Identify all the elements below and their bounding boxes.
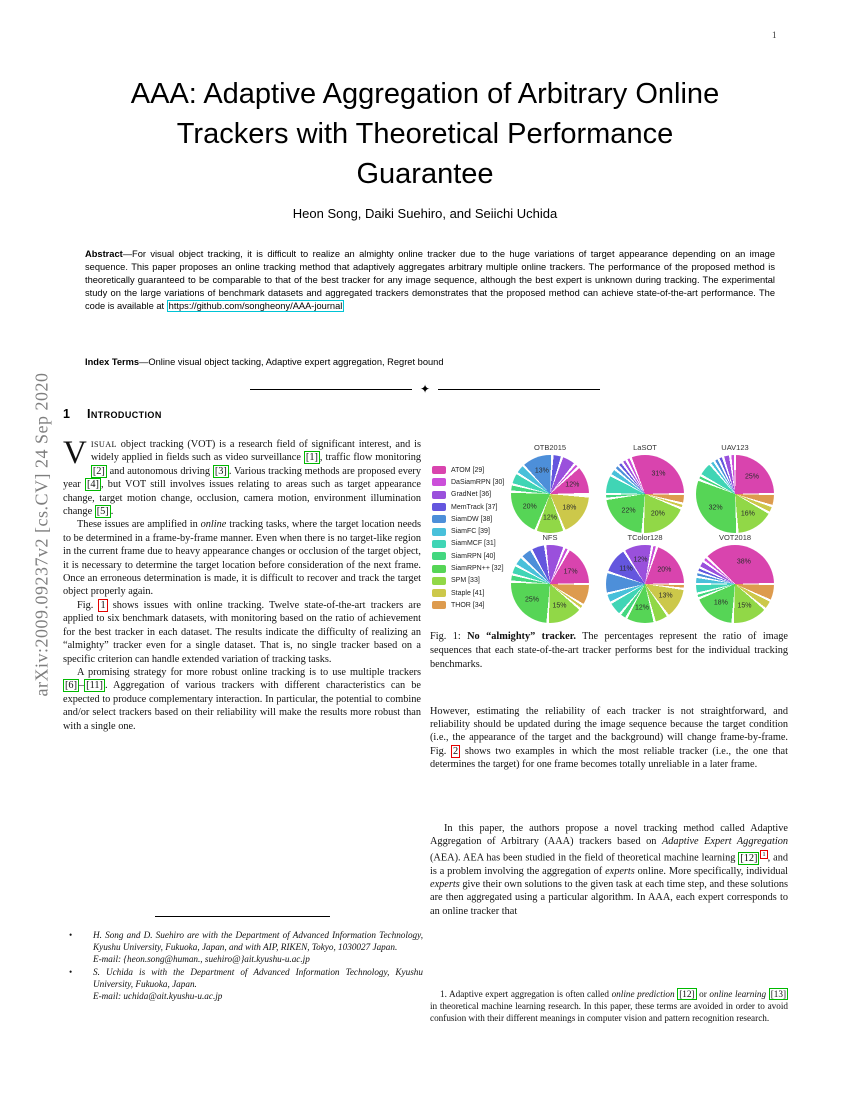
bullet-icon: • [69, 930, 73, 940]
legend-swatch-icon [432, 503, 446, 511]
text-segment: In this paper, the authors propose a novel tracking method called Adaptive Aggregation of Arbitrary (AAA) trackers based on [430, 823, 788, 848]
legend-label: SiamRPN++ [32] [451, 565, 504, 573]
pie-slice-label: 15% [552, 602, 567, 610]
section-separator [250, 383, 600, 395]
pie-legend [432, 464, 504, 612]
paragraph [63, 666, 421, 733]
pie-slice-label: 12% [542, 514, 558, 522]
pie-slice-label: 18% [562, 504, 577, 512]
paragraph [430, 822, 788, 918]
text-segment: and autonomous driving [106, 465, 213, 477]
legend-label: SiamDW [38] [451, 515, 493, 523]
legend-label: Staple [41] [451, 589, 485, 597]
text-segment: give their own solutions to the given task at each time step, and these solutions are then aggregated using a particular algorithm. In AAA, each expert corresponds to an online tracker that [430, 879, 788, 917]
text-segment: . [110, 506, 114, 518]
pie-slice-label: 18% [713, 599, 728, 607]
pie-chart-otb2015 [505, 443, 595, 533]
pie-chart-lasot [600, 443, 690, 533]
text-segment: , but VOT still involves issues relating to areas such as target appearance change, target motion change, occlusion, camera motion, environment illumination change [63, 479, 421, 518]
legend-item [432, 513, 504, 525]
citation-link[interactable]: [12] [679, 989, 695, 999]
footnote-item [63, 930, 423, 965]
pie-title: VOT2018 [718, 533, 752, 542]
pie-title: UAV123 [721, 443, 749, 452]
legend-label: SiamRPN [40] [451, 552, 496, 560]
pie-slice-label: 20% [650, 510, 665, 518]
text-segment: , traffic flow monitoring [319, 452, 421, 464]
pie-slice-label: 17% [563, 568, 578, 576]
legend-item [432, 501, 504, 513]
footnote-item [63, 967, 423, 1002]
pie-slice-label: 11% [619, 565, 633, 573]
pie-slice-label: 12% [633, 556, 648, 564]
legend-swatch-icon [432, 589, 446, 597]
text-segment: or [696, 989, 710, 999]
legend-item [432, 599, 504, 611]
citation-link[interactable]: [12] [740, 852, 758, 864]
pie-slice-label: 38% [736, 558, 751, 566]
footnote-marker-link[interactable]: 1 [762, 851, 766, 859]
text-segment: 1. Adaptive expert aggregation is often called [440, 989, 612, 999]
legend-item [432, 476, 504, 488]
footnote-text [93, 967, 423, 1002]
paragraph [63, 518, 421, 598]
abstract [85, 248, 775, 313]
citation-link[interactable]: [1] [305, 452, 318, 464]
text-segment: Fig. [77, 599, 99, 611]
text-segment: . Various tracking methods are proposed every year [63, 465, 421, 491]
pie-title: LaSOT [633, 443, 657, 452]
legend-label: MemTrack [37] [451, 503, 498, 511]
text-segment: A promising strategy for more robust online tracking is to use multiple trackers [77, 666, 421, 678]
paper-title [40, 74, 810, 194]
text-segment: online. More specifically, individual [634, 866, 788, 878]
pie-chart-tcolor128 [600, 533, 690, 623]
text-segment: (AEA). AEA has been studied in the field of theoretical machine learning [430, 852, 739, 864]
text-segment: . Aggregation of various trackers with different characteristics can be expected to produce complementary interaction. In particular, the potential to combine and/or select trackers based on their reliability will make the results more robust than with a single one. [63, 680, 421, 732]
figure-1 [430, 438, 788, 628]
pie-title: TColor128 [627, 533, 663, 542]
text-segment: Fig. 1: [430, 631, 468, 642]
pie-slice-label: 20% [522, 503, 537, 511]
text-segment: ISUAL [90, 440, 117, 449]
paper-title-line3: Guarantee [356, 158, 494, 190]
text-segment: tracking tasks, where the target location needs to be determined in a frame-by-frame manner. Even when there is no target-like region in the current frame due to heavy appearance changes or occlusion of the target object, it is necessary to determine the target location before consideration of the next frame. Once an erroneous determination is made, it is difficult to recover and track the target object properly again. [63, 519, 421, 598]
pie-chart-nfs [505, 533, 595, 623]
pie-slice-label: 25% [524, 596, 539, 604]
citation-link[interactable]: [5] [96, 506, 109, 518]
affiliation-text: H. Song and D. Suehiro are with the Department of Advanced Information Technology, Kyushu University, Fukuoka, Japan, and with AIP, RIKEN, Tokyo, 1030027 Japan. [93, 930, 423, 952]
section-heading-introduction [63, 407, 162, 421]
pie-disc [606, 545, 684, 623]
legend-item [432, 489, 504, 501]
legend-item [432, 575, 504, 587]
pie-slice-label: 13% [534, 467, 549, 475]
page-number: 1 [772, 30, 777, 40]
legend-label: SPM [33] [451, 577, 480, 585]
pie-title: NFS [542, 533, 558, 542]
separator-line-left [250, 389, 412, 390]
legend-swatch-icon [432, 601, 446, 609]
legend-swatch-icon [432, 565, 446, 573]
citation-link[interactable]: [2] [92, 465, 105, 477]
author-list: Heon Song, Daiki Suehiro, and Seiichi Uchida [292, 206, 558, 221]
legend-swatch-icon [432, 491, 446, 499]
affiliation-text: S. Uchida is with the Department of Advanced Information Technology, Kyushu University, Fukuoka, Japan. [93, 967, 423, 990]
separator-line-right [438, 389, 600, 390]
pie-slice-label: 15% [737, 602, 752, 610]
bullet-icon: • [69, 967, 73, 978]
pie-slice-label: 12% [634, 604, 649, 612]
text-segment: The percentages represent the ratio of image sequences that each state-of-the-art tracker performs best for the individual tracking benchmarks. [430, 631, 788, 670]
text-segment: However, estimating the reliability of each tracker is not straightforward, and reliability should be updated during the image sequence because the target condition (i.e., the appearance of the target and the background) will change frame-by-frame. Fig. [430, 706, 788, 757]
pie-slice-label: 12% [565, 481, 580, 489]
pie-disc [511, 455, 589, 533]
text-segment: No “almighty” tracker. [467, 631, 576, 642]
pie-disc [606, 455, 684, 533]
legend-item [432, 550, 504, 562]
pie-slice-label: 20% [657, 566, 672, 574]
arxiv-watermark: arXiv:2009.09237v2 [cs.CV] 24 Sep 2020 [31, 372, 52, 697]
legend-swatch-icon [432, 478, 446, 486]
email-text: E-mail: {heon.song@human., suehiro@}ait.kyushu-u.ac.jp [93, 953, 310, 964]
pie-disc [696, 545, 774, 623]
text-segment: —Online visual object tacking, Adaptive expert aggregation, Regret bound [139, 357, 444, 367]
section-number: 1 [63, 407, 70, 421]
legend-label: DaSiamRPN [30] [451, 478, 505, 486]
pie-slice-label: 32% [708, 504, 723, 512]
text-segment: shows two examples in which the most reliable tracker (i.e., the one that determines the target) for one frame becomes totally unreliable in a later frame. [430, 745, 788, 770]
paper-title-line2: Trackers with Theoretical Performance [176, 118, 674, 150]
pie-title: OTB2015 [533, 443, 567, 452]
pie-slice-label: 22% [621, 507, 636, 515]
paragraph [63, 435, 421, 518]
numbered-footnote [430, 988, 788, 1025]
legend-item [432, 587, 504, 599]
text-segment: , and is a problem involving the aggregation of [430, 852, 788, 878]
figure-ref-link[interactable]: 2 [453, 745, 459, 757]
citation-link[interactable]: [3] [214, 465, 227, 477]
pie-disc [696, 455, 774, 533]
pie-slice-label: 16% [740, 510, 755, 518]
paper-title-line1: AAA: Adaptive Aggregation of Arbitrary Online [130, 78, 720, 110]
text-segment: V [63, 435, 87, 471]
text-segment: online learning [709, 989, 767, 999]
pie-slice-label: 25% [744, 473, 759, 481]
figure-1-caption [430, 630, 788, 672]
pie-chart-uav123 [690, 443, 780, 533]
url-link[interactable]: https://github.com/songheony/AAA-journal [168, 301, 343, 311]
legend-swatch-icon [432, 540, 446, 548]
text-segment: – [79, 680, 85, 692]
section-title: Introduction [86, 407, 162, 421]
text-segment: experts [430, 879, 460, 891]
legend-swatch-icon [432, 528, 446, 536]
text-segment: shows issues with online tracking. Twelve state-of-the-art trackers are applied to six benchmark datasets, with monitoring based on the ratio of achievement for the best tracker in each dataset. The results indicate the difficulty of realizing an “almighty” tracker even for a single dataset. That is, no single tracker based on a specific criterion can handle extended variation of tracking tasks. [63, 599, 421, 665]
legend-swatch-icon [432, 577, 446, 585]
text-segment: Adaptive Expert Aggregation [661, 836, 788, 848]
legend-swatch-icon [432, 466, 446, 474]
footnote-text [93, 930, 423, 965]
index-terms [85, 356, 775, 369]
footnote-rule [155, 916, 330, 917]
paragraph [430, 705, 788, 771]
email-text: E-mail: uchida@ait.kyushu-u.ac.jp [93, 990, 223, 1001]
citation-link[interactable]: [11] [86, 680, 103, 692]
text-segment: —For visual object tracking, it is difficult to realize an almighty online tracker due to the huge variations of target appearance depending on an image sequence. This paper proposes an online tracking method that adaptively aggregates arbitrary multiple online trackers. The performance of the proposed method is theoretically guaranteed to be comparable to that of the best tracker for any image sequence, although the best expert is unknown during tracking. The experimental study on the large variations of benchmark datasets and aggregated trackers demonstrates that the proposed method can achieve state-of-the-art performance. The code is available at [85, 249, 775, 311]
pie-disc [511, 545, 589, 623]
figure-ref-link[interactable]: 1 [100, 599, 106, 611]
pie-chart-vot2018 [690, 533, 780, 623]
citation-link[interactable]: [4] [86, 479, 99, 491]
text-segment: object tracking (VOT) is a research field of significant interest, and is widely applied in fields such as video surveillance [90, 439, 421, 464]
text-segment: Index Terms [85, 357, 140, 367]
diamond-separator-icon: ✦ [419, 382, 431, 396]
legend-label: SiamMCF [31] [451, 540, 496, 548]
text-segment: online prediction [611, 989, 675, 999]
legend-item [432, 562, 504, 574]
text-segment: online [200, 519, 227, 531]
text-segment: in theoretical machine learning research. In this paper, these terms are avoided in order to avoid confusion with their different meanings in computer vision and pattern recognition research. [430, 1001, 788, 1024]
text-segment: These issues are amplified in [77, 519, 201, 531]
legend-swatch-icon [432, 552, 446, 560]
pie-slice-label: 31% [651, 470, 666, 478]
text-segment: Abstract [85, 249, 123, 259]
pie-slice-label: 13% [658, 592, 673, 600]
legend-item [432, 525, 504, 537]
legend-item [432, 464, 504, 476]
legend-label: ATOM [29] [451, 466, 485, 474]
legend-item [432, 538, 504, 550]
legend-swatch-icon [432, 515, 446, 523]
author-footnotes [63, 930, 423, 1005]
text-segment: experts [605, 866, 635, 878]
legend-label: GradNet [36] [451, 491, 492, 499]
citation-link[interactable]: [13] [770, 989, 787, 999]
paragraph [63, 599, 421, 666]
left-column [63, 435, 421, 733]
legend-label: SiamFC [39] [451, 528, 490, 536]
legend-label: THOR [34] [451, 601, 485, 609]
citation-link[interactable]: [6] [65, 680, 78, 692]
